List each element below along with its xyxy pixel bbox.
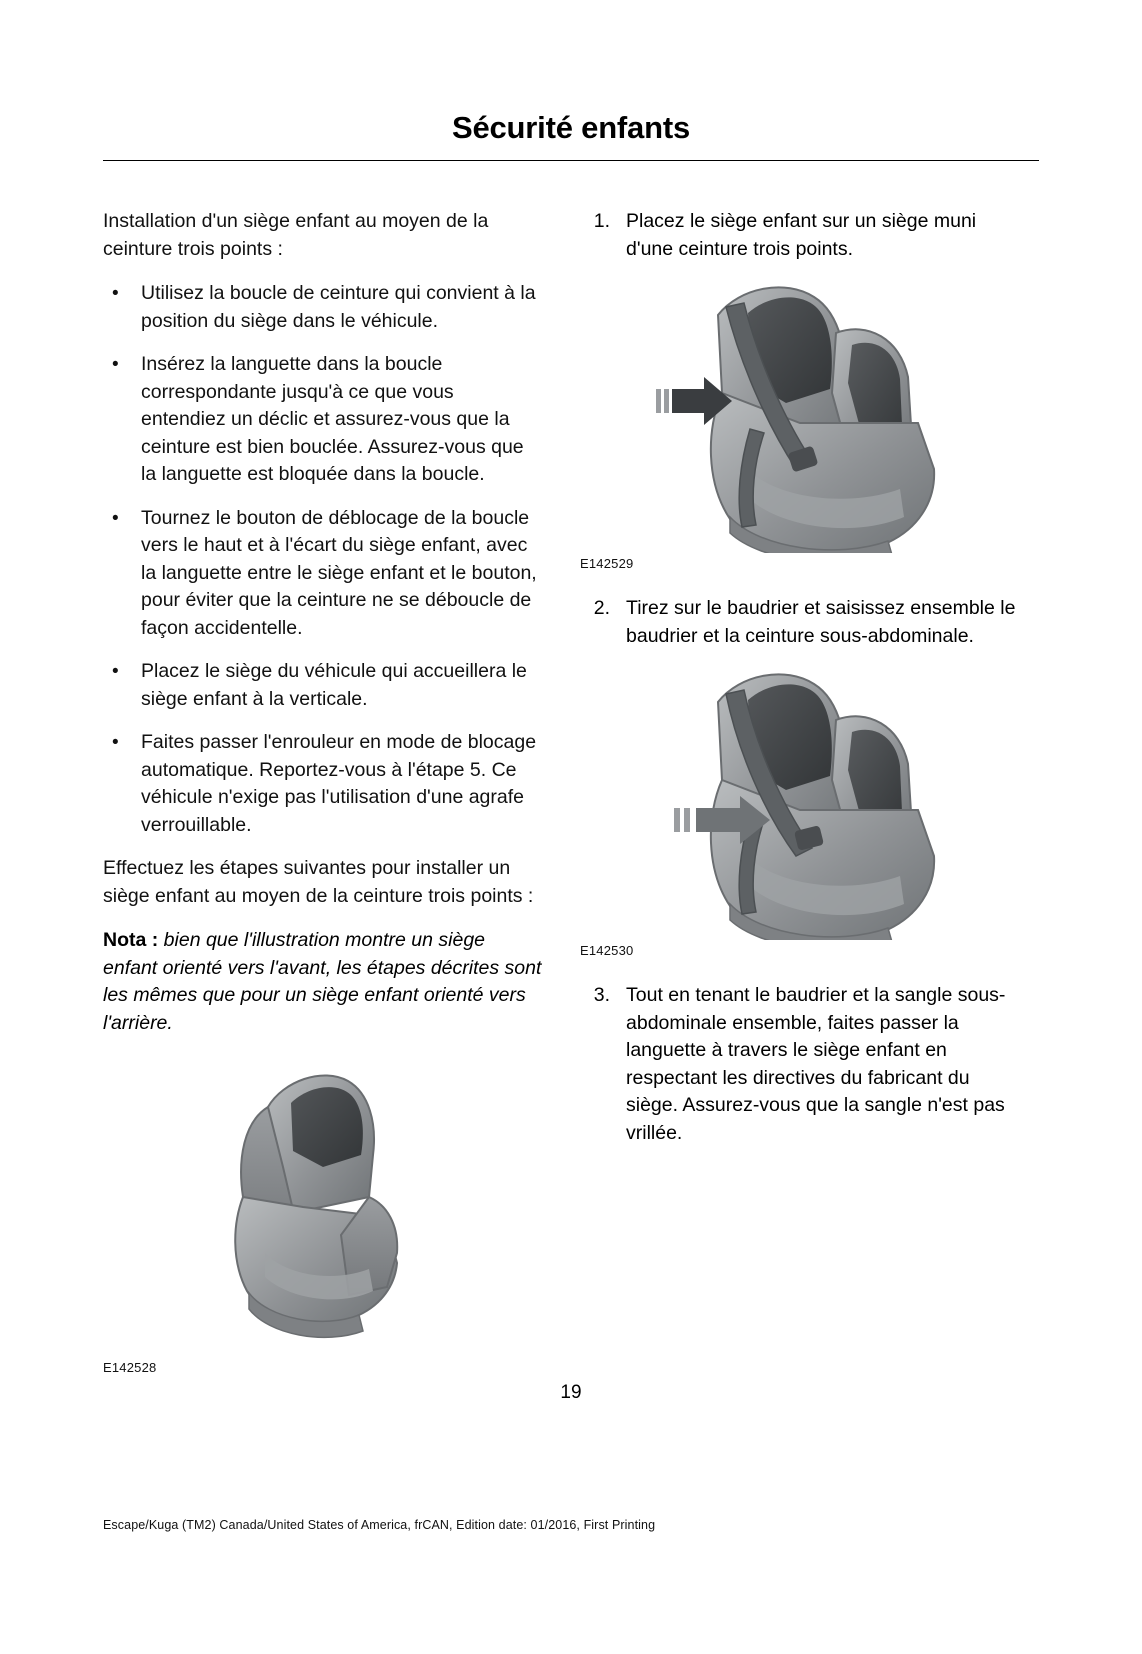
list-item (103, 280, 543, 335)
list-item-text: Tournez le bouton de déblocage de la boucle vers le haut et à l'écart du siège enfant, avec la languette entre le siège enfant et le bouton, pour éviter que la ceinture ne se déboucle de façon accidentelle. (141, 506, 537, 639)
list-item (580, 595, 1020, 650)
child-seat-illustration-3 (600, 660, 1000, 940)
list-item (103, 658, 543, 713)
content-columns (103, 208, 1039, 1408)
numbered-step-3 (580, 982, 1020, 1147)
bullet-dot-icon: • (112, 661, 119, 682)
list-item (103, 505, 543, 643)
figure-code: E142530 (580, 943, 634, 958)
note-block (103, 927, 543, 1037)
page-header (103, 110, 1039, 161)
list-item-text: Placez le siège du véhicule qui accueillera le siège enfant à la verticale. (141, 660, 527, 710)
child-seat-illustration-2 (600, 273, 1000, 553)
note-text: bien que l'illustration montre un siège enfant orienté vers l'avant, les étapes décrites sont les mêmes que pour un siège enfant orienté vers l'arrière. (103, 929, 542, 1034)
numbered-step-2 (580, 595, 1020, 650)
intro-paragraph: Installation d'un siège enfant au moyen de la ceinture trois points : (103, 210, 489, 260)
bullet-dot-icon: • (112, 283, 119, 304)
figure-child-seat-forward (103, 1047, 543, 1377)
page-number: 19 (560, 1382, 582, 1403)
list-item-text: Faites passer l'enrouleur en mode de blocage automatique. Reportez-vous à l'étape 5. Ce véhicule n'exige pas l'utilisation d'une agrafe verrouillable. (141, 731, 537, 836)
bullet-dot-icon: • (112, 354, 119, 375)
page-title: Sécurité enfants (452, 110, 690, 145)
figure-code: E142529 (580, 556, 634, 571)
step-number: 3. (593, 984, 610, 1006)
right-column (580, 208, 1020, 1153)
step-number: 2. (593, 597, 610, 619)
child-seat-illustration-1 (173, 1047, 473, 1347)
step-number: 1. (593, 210, 610, 232)
step-text: Tout en tenant le baudrier et la sangle sous-abdominale ensemble, faites passer la languette à travers le siège enfant en respectant les directives du fabricant du siège. Assurez-vous que la sangle n'est pas vrillée. (626, 984, 1006, 1144)
bullet-dot-icon: • (112, 732, 119, 753)
header-divider (103, 160, 1039, 161)
list-item (580, 208, 1020, 263)
step-text: Placez le siège enfant sur un siège muni d'une ceinture trois points. (626, 210, 977, 260)
figure-code: E142528 (103, 1360, 157, 1375)
figure-seat-with-belt-2 (580, 660, 1020, 960)
list-item-text: Insérez la languette dans la boucle correspondante jusqu'à ce que vous entendiez un déclic et assurez-vous que la ceinture est bien bouclée. Assurez-vous que la languette est bloquée dans la boucle. (141, 353, 524, 485)
bullet-list (103, 280, 543, 839)
list-item (103, 351, 543, 489)
list-item (580, 982, 1020, 1147)
step-text: Tirez sur le baudrier et saisissez ensemble le baudrier et la ceinture sous-abdominale. (626, 597, 1016, 647)
bullet-dot-icon: • (112, 507, 119, 529)
list-item-text: Utilisez la boucle de ceinture qui convient à la position du siège dans le véhicule. (141, 282, 536, 332)
numbered-step-1 (580, 208, 1020, 263)
footer-text: Escape/Kuga (TM2) Canada/United States of America, frCAN, Edition date: 01/2016, First Printing (103, 1518, 656, 1532)
steps-intro-paragraph: Effectuez les étapes suivantes pour installer un siège enfant au moyen de la ceinture trois points : (103, 857, 534, 907)
list-item (103, 729, 543, 839)
figure-seat-with-belt-1 (580, 273, 1020, 573)
left-column (103, 208, 543, 1399)
note-label: Nota : (103, 929, 159, 951)
